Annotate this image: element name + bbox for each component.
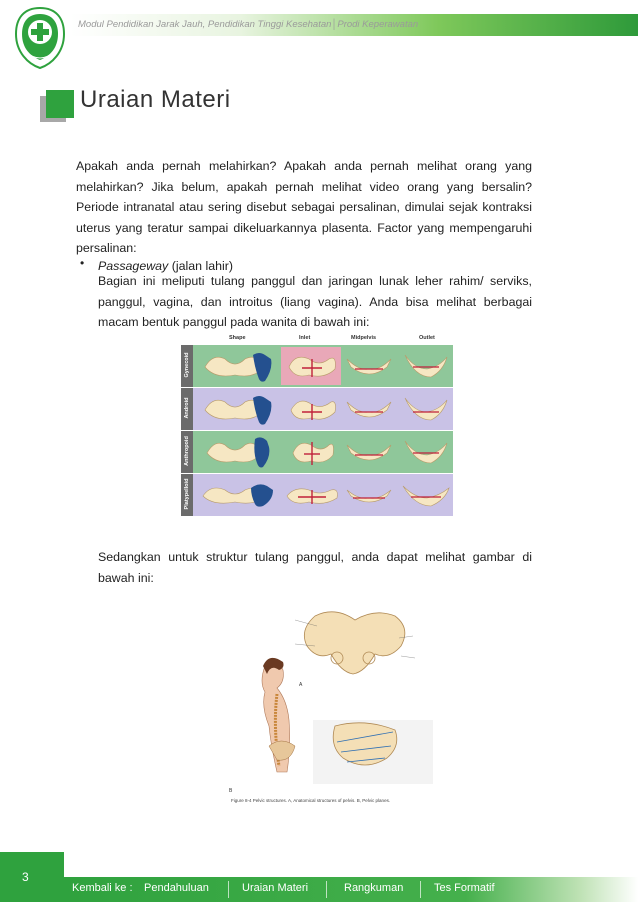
logo-bakti-husada	[12, 4, 68, 72]
pelvis-row-anthropoid	[181, 431, 453, 473]
column-header-midpelvis: Midpelvis	[351, 335, 377, 341]
row-label-anthropoid: Anthropoid	[184, 436, 190, 466]
row-label-platypelloid: Platypelloid	[184, 478, 190, 510]
nav-link-pendahuluan[interactable]: Pendahuluan	[144, 882, 209, 894]
column-header-outlet: Outlet	[419, 335, 435, 341]
pelvis-row-gynecoid	[181, 345, 453, 387]
page-number-box	[0, 852, 64, 902]
nav-link-tes-formatif[interactable]: Tes Formatif	[434, 882, 495, 894]
bullet-marker: •	[80, 256, 85, 270]
anatomy-figure-caption: Figure 8-4 Pelvic structures. A, Anatomical structures of pelvis. B, Pelvic planes.	[231, 798, 391, 803]
bullet-term-note: (jalan lahir)	[168, 259, 233, 273]
structure-paragraph: Sedangkan untuk struktur tulang panggul, anda dapat melihat gambar di bawah ini:	[98, 550, 532, 585]
footer-back-label: Kembali ke :	[72, 882, 133, 894]
row-label-gynecoid: Gynecoid	[184, 352, 190, 378]
page-number: 3	[22, 870, 29, 884]
nav-link-uraian-materi[interactable]: Uraian Materi	[242, 882, 309, 894]
header-title: Modul Pendidikan Jarak Jauh, Pendidikan Tinggi Kesehatan│Prodi Keperawatan	[78, 19, 419, 30]
section-title: Uraian Materi	[80, 86, 231, 113]
nav-separator	[420, 881, 421, 898]
title-decoration	[40, 90, 74, 124]
column-header-shape: Shape	[229, 335, 246, 341]
nav-separator	[326, 881, 327, 898]
svg-text:A: A	[299, 682, 303, 688]
pelvis-row-platypelloid	[181, 474, 453, 516]
pelvis-row-android	[181, 388, 453, 430]
svg-text:B: B	[229, 788, 233, 794]
intro-paragraph: Apakah anda pernah melahirkan? Apakah anda pernah melihat orang yang melahirkan? Jika belum, apakah pernah melihat video orang yang bersalin? Periode intranatal atau sering disebut sebagai persalinan, dimulai sejak kontraksi uterus yang teratur sampai dikeluarkannya plasenta. Factor yang mempengaruhi persalinan:	[76, 159, 532, 255]
bullet-term: Passageway	[98, 259, 169, 273]
pelvis-types-figure	[181, 335, 453, 515]
nav-link-rangkuman[interactable]: Rangkuman	[344, 882, 404, 894]
pelvic-anatomy-figure	[225, 596, 445, 808]
nav-separator	[228, 881, 229, 898]
bullet-body: Bagian ini meliputi tulang panggul dan jaringan lunak leher rahim/ serviks, panggul, vagina, dan introitus (liang vagina). Anda bisa melihat berbagai macam bentuk panggul pada wanita di bawah ini:	[98, 274, 532, 329]
row-label-android: Android	[184, 397, 190, 419]
column-header-inlet: Inlet	[299, 335, 311, 341]
